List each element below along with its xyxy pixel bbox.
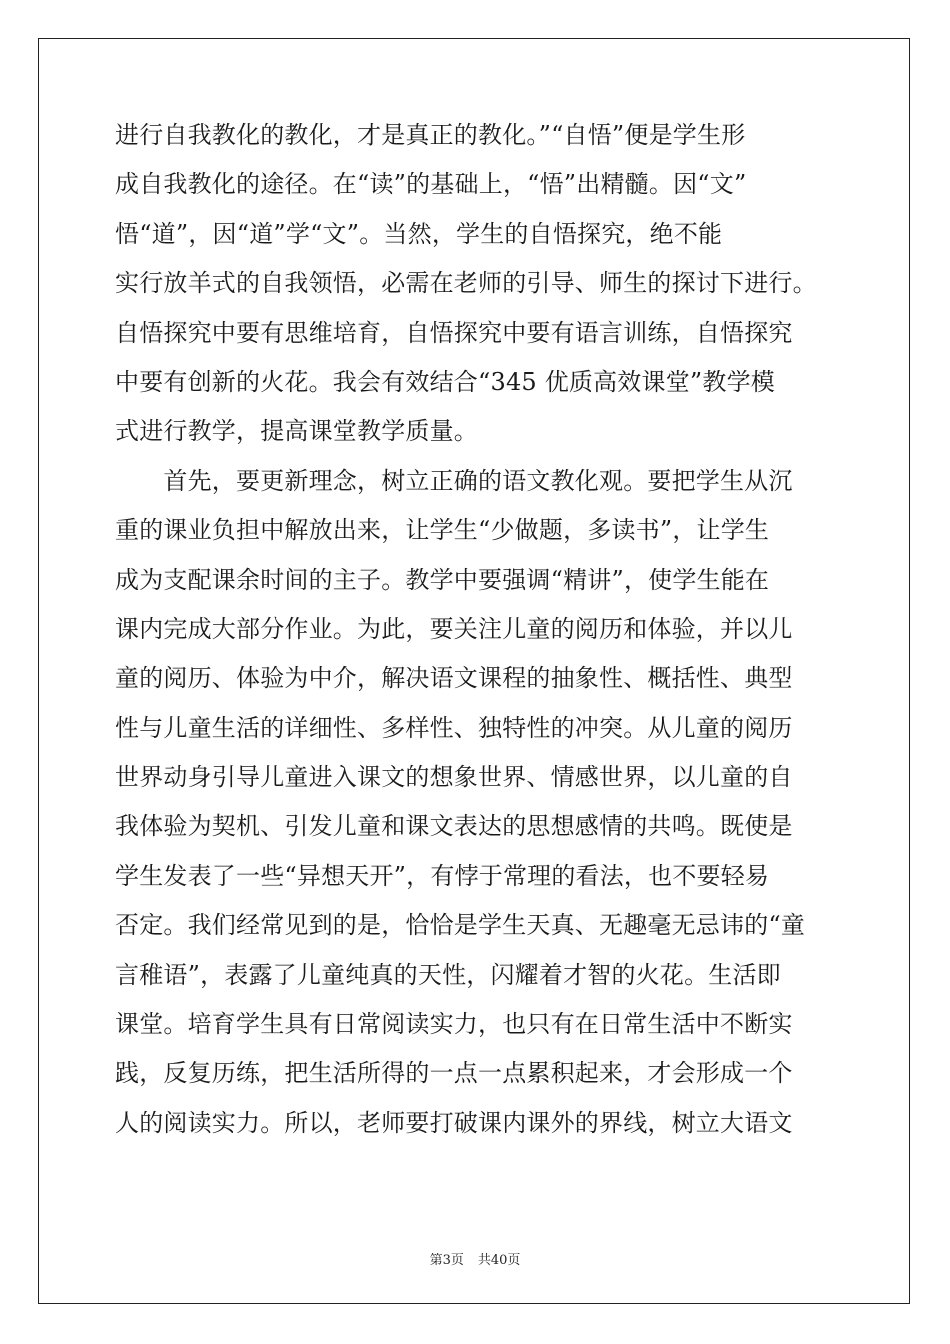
text-line: 言稚语”，表露了儿童纯真的天性，闪耀着才智的火花。生活即 [115,960,781,989]
text-line: 进行自我教化的教化，才是真正的教化。”“自悟”便是学生形 [115,121,746,149]
text-line: 自悟探究中要有思维培育，自悟探究中要有语言训练，自悟探究 [115,318,793,347]
text-line: 学生发表了一些“异想天开”，有悖于常理的看法，也不要轻易 [115,861,770,890]
document-body [115,111,835,1148]
text-line: 首先，要更新理念，树立正确的语文教化观。要把学生从沉 [115,466,793,495]
text-line: 践，反复历练，把生活所得的一点一点累积起来，才会形成一个 [115,1059,793,1088]
text-line: 中要有创新的火花。我会有效结合“345 优质高效课堂”教学模 [115,367,775,396]
text-line: 否定。我们经常见到的是，恰恰是学生天真、无趣毫无忌讳的“童 [115,911,806,940]
text-line: 式进行教学，提高课堂教学质量。 [115,417,478,446]
text-line: 性与儿童生活的详细性、多样性、独特性的冲突。从儿童的阅历 [115,713,793,742]
text-line: 我体验为契机、引发儿童和课文表达的思想感情的共鸣。既使是 [115,812,793,841]
text-line: 成为支配课余时间的主子。教学中要强调“精讲”，使学生能在 [115,565,770,594]
text-line: 课内完成大部分作业。为此，要关注儿童的阅历和体验，并以儿 [115,614,793,643]
text-line: 世界动身引导儿童进入课文的想象世界、情感世界，以儿童的自 [115,763,793,792]
page-total: 共40页 [477,1253,521,1268]
text-line: 成自我教化的途径。在“读”的基础上，“悟”出精髓。因“文” [115,170,747,199]
text-line: 童的阅历、体验为中介，解决语文课程的抽象性、概括性、典型 [115,664,793,693]
text-line: 悟“道”，因“道”学“文”。当然，学生的自悟探究，绝不能 [115,219,723,248]
page-footer [0,1249,950,1268]
text-line: 实行放羊式的自我领悟，必需在老师的引导、师生的探讨下进行。 [115,269,817,298]
page-number: 第3页 [429,1253,464,1268]
text-line: 人的阅读实力。所以，老师要打破课内课外的界线，树立大语文 [115,1108,793,1137]
text-line: 重的课业负担中解放出来，让学生“少做题，多读书”，让学生 [115,516,770,545]
text-line: 课堂。培育学生具有日常阅读实力，也只有在日常生活中不断实 [115,1010,793,1039]
